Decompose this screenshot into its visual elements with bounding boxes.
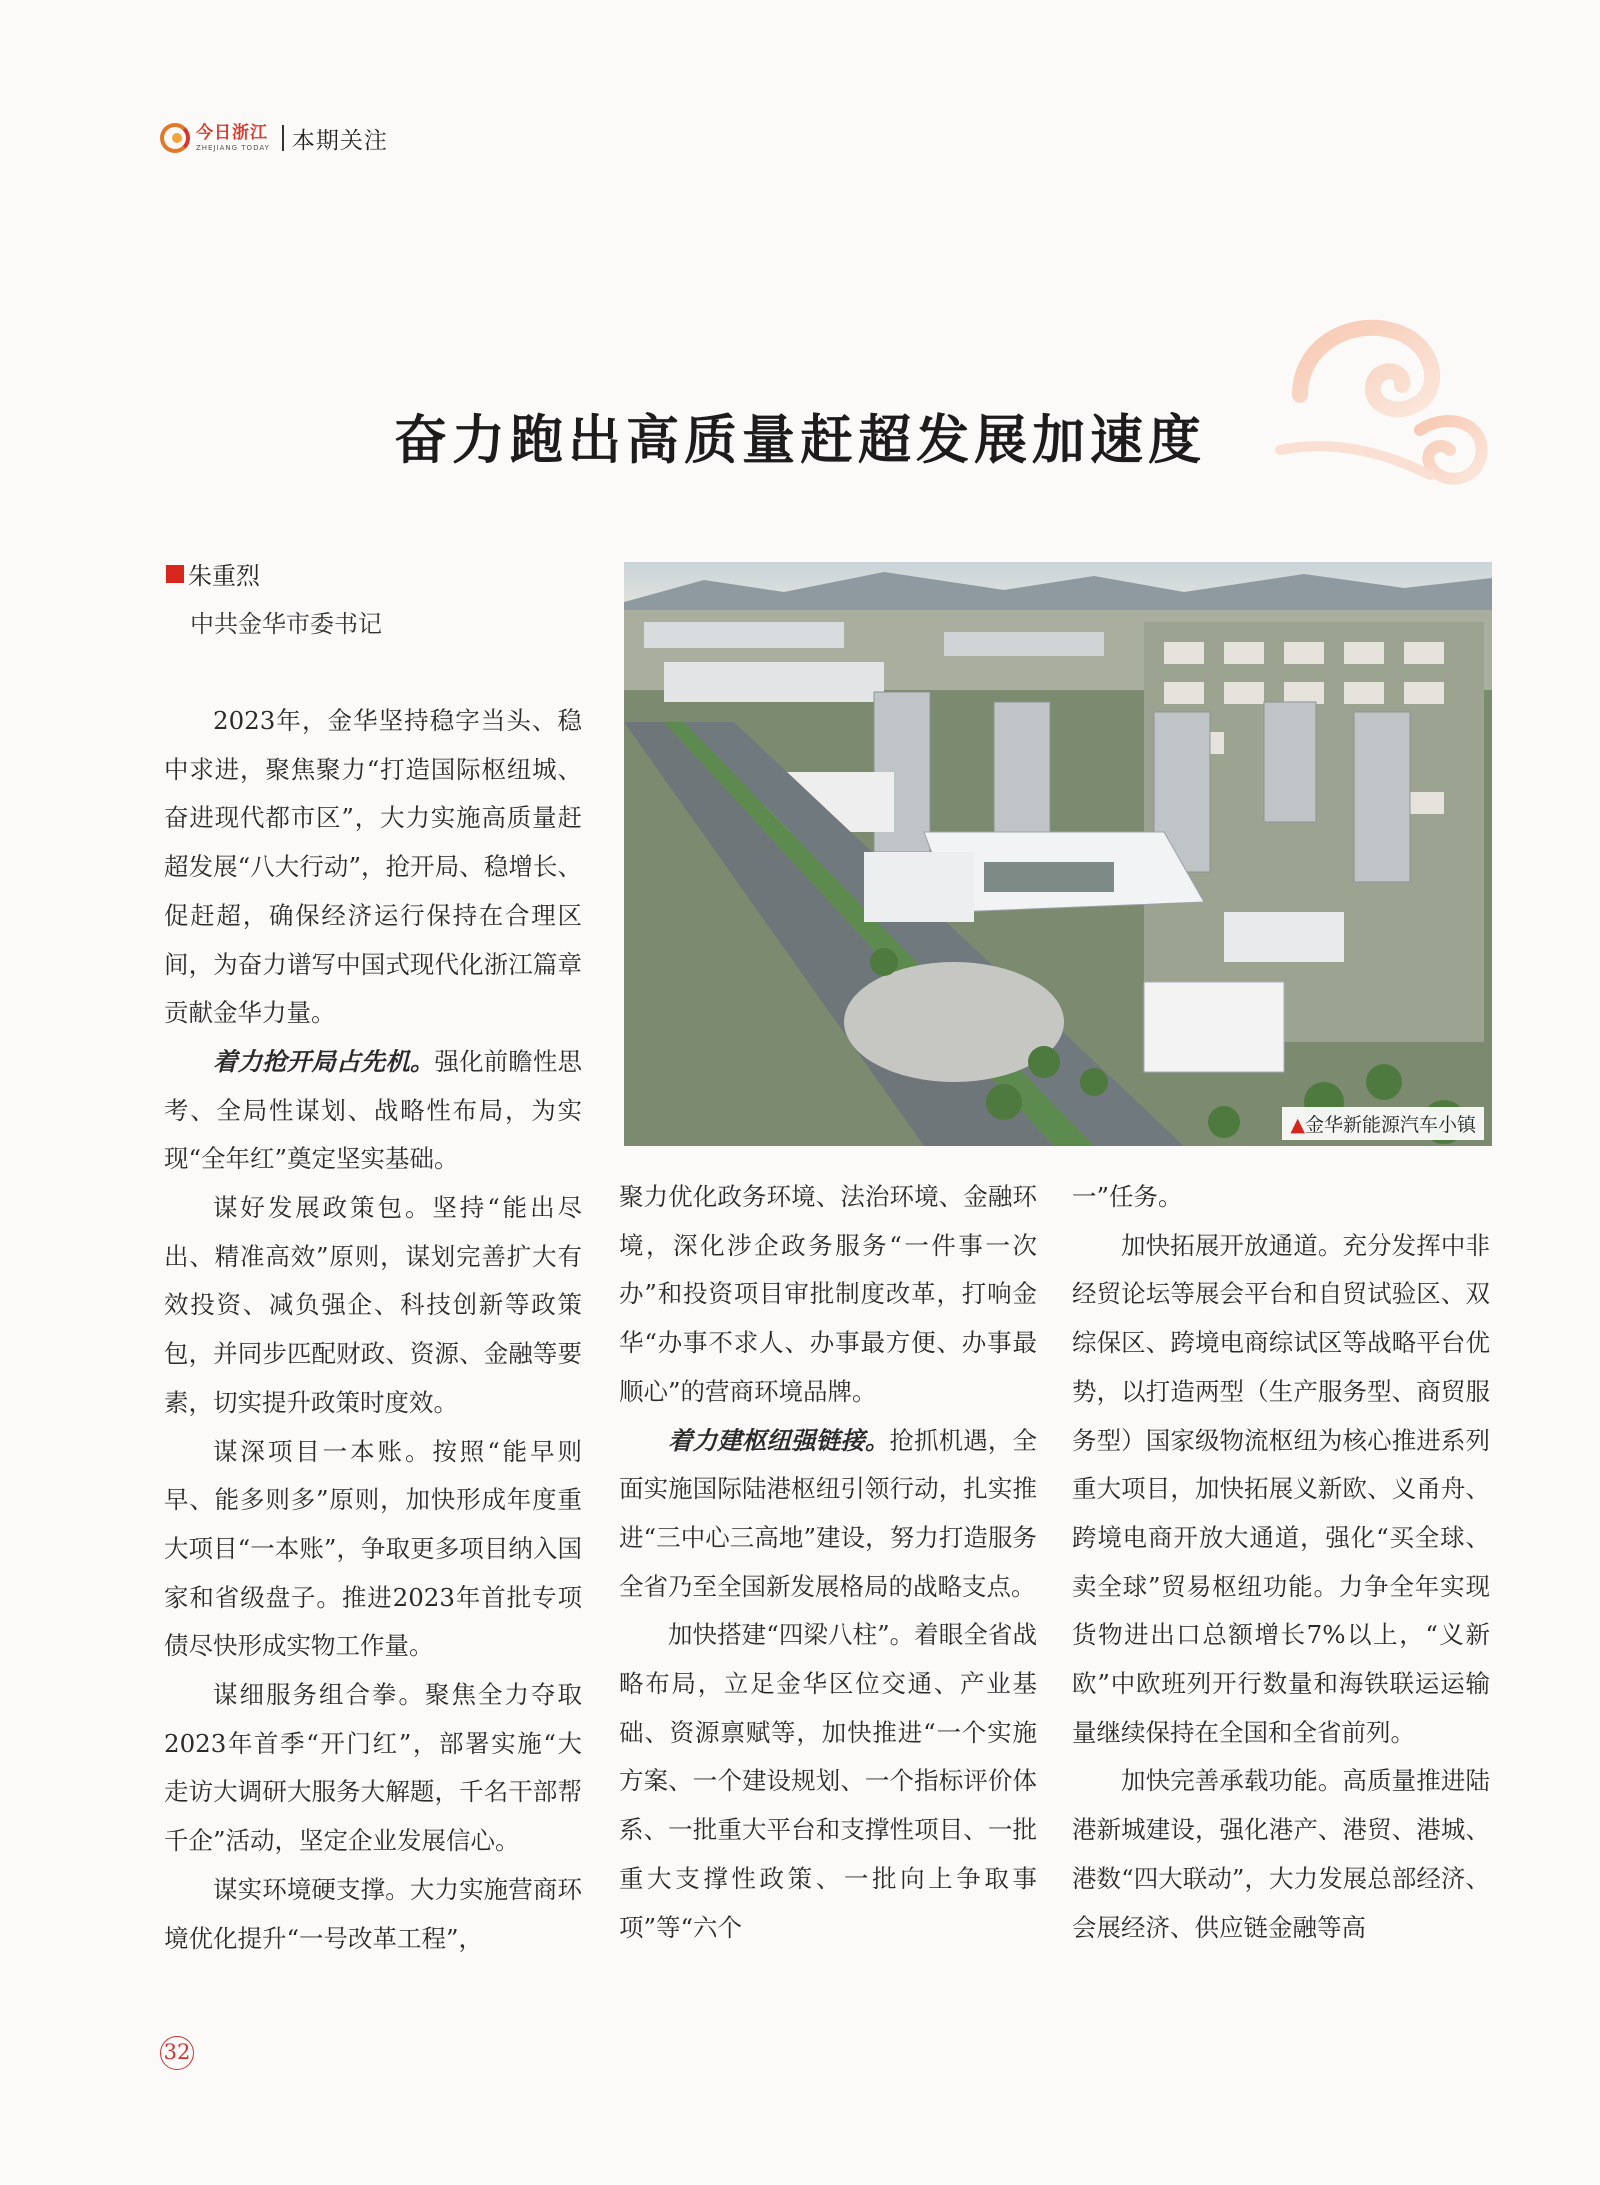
paragraph-text: 谋深项目一本账。按照“能早则早、能多则多”原则，加快形成年度重大项目“一本账”，争取更多项目纳入国家和省级盘子。推进2023年首批专项债尽快形成实物工作量。	[164, 1436, 582, 1661]
body-column-3	[1072, 1173, 1490, 1952]
masthead-divider	[282, 125, 284, 151]
paragraph-text: 聚力优化政务环境、法治环境、金融环境，深化涉企政务服务“一件事一次办”和投资项目审批制度改革，打响金华“办事不求人、办事最方便、办事最顺心”的营商环境品牌。	[619, 1182, 1037, 1406]
paragraph-text: 强化前瞻性思考、全局性谋划、战略性布局，为实现“全年红”奠定坚实基础。	[164, 1046, 583, 1174]
author-marker-icon	[166, 565, 184, 583]
paragraph-lead: 着力建枢纽强链接。	[668, 1425, 890, 1455]
masthead	[160, 118, 388, 158]
paragraph-text: 加快完善承载功能。高质量推进陆港新城建设，强化港产、港贸、港城、港数“四大联动”，大力发展总部经济、会展经济、供应链金融等高	[1072, 1766, 1490, 1942]
sun-logo-icon	[160, 123, 190, 153]
paragraph	[1072, 1757, 1490, 1952]
zhejiang-today-logo	[160, 123, 270, 153]
paragraph	[164, 1866, 582, 1963]
paragraph	[1072, 1173, 1490, 1222]
paragraph	[164, 1428, 582, 1672]
author-name: 朱重烈	[188, 562, 260, 590]
article-photo	[624, 562, 1492, 1146]
author-line	[166, 556, 260, 591]
logo-chinese-text: 今日浙江	[196, 122, 268, 143]
paragraph-text: 加快搭建“四梁八柱”。着眼全省战略布局，立足金华区位交通、产业基础、资源禀赋等，加快推进“一个实施方案、一个建设规划、一个指标评价体系、一批重大平台和支撑性项目、一批重大支撑性政策、一批向上争取事项”等“六个	[619, 1620, 1037, 1942]
photo-caption	[1282, 1107, 1484, 1140]
paragraph	[164, 1038, 582, 1184]
paragraph	[164, 1671, 582, 1866]
paragraph-text: 谋实环境硬支撑。大力实施营商环境优化提升“一号改革工程”，	[164, 1874, 582, 1953]
section-label: 本期关注	[291, 127, 388, 154]
paragraph	[1072, 1222, 1490, 1758]
paragraph-text: 2023年，金华坚持稳字当头、稳中求进，聚焦聚力“打造国际枢纽城、奋进现代都市区”，大力实施高质量赶超发展“八大行动”，抢开局、稳增长、促赶超，确保经济运行保持在合理区间，为奋力谱写中国式现代化浙江篇章贡献金华力量。	[164, 706, 582, 1028]
article-title: 奋力跑出高质量赶超发展加速度	[394, 408, 1206, 471]
logo-english-text: ZHEJIANG TODAY	[196, 143, 270, 152]
paragraph	[164, 697, 582, 1038]
paragraph-text: 加快拓展开放通道。充分发挥中非经贸论坛等展会平台和自贸试验区、双综保区、跨境电商综试区等战略平台优势，以打造两型（生产服务型、商贸服务型）国家级物流枢纽为核心推进系列重大项目，加快拓展义新欧、义甬舟、跨境电商开放大通道，强化“买全球、卖全球”贸易枢纽功能。力争全年实现货物进出口总额增长7%以上，“义新欧”中欧班列开行数量和海铁联运运输量继续保持在全国和全省前列。	[1072, 1230, 1490, 1747]
paragraph	[619, 1611, 1037, 1952]
paragraph-text: 抢抓机遇，全面实施国际陆港枢纽引领行动，扎实推进“三中心三高地”建设，努力打造服务全省乃至全国新发展格局的战略支点。	[619, 1425, 1038, 1601]
paragraph-text: 一”任务。	[1072, 1182, 1183, 1211]
caption-triangle-icon: ▲	[1290, 1114, 1305, 1136]
body-column-2	[619, 1173, 1037, 1952]
paragraph	[164, 1184, 582, 1428]
paragraph	[619, 1173, 1037, 1417]
paragraph-text: 谋细服务组合拳。聚焦全力夺取2023年首季“开门红”，部署实施“大走访大调研大服务大解题，千名干部帮千企”活动，坚定企业发展信心。	[164, 1680, 582, 1856]
page-number: 32	[160, 2036, 194, 2070]
photo-caption-text: 金华新能源汽车小镇	[1304, 1114, 1476, 1136]
paragraph-text: 谋好发展政策包。坚持“能出尽出、精准高效”原则，谋划完善扩大有效投资、减负强企、科技创新等政策包，并同步匹配财政、资源、金融等要素，切实提升政策时度效。	[164, 1193, 582, 1417]
author-role: 中共金华市委书记	[190, 610, 382, 638]
body-column-1	[164, 697, 582, 1963]
paragraph-lead: 着力抢开局占先机。	[213, 1046, 435, 1076]
paragraph	[619, 1417, 1037, 1612]
aerial-town-illustration	[624, 562, 1492, 1146]
